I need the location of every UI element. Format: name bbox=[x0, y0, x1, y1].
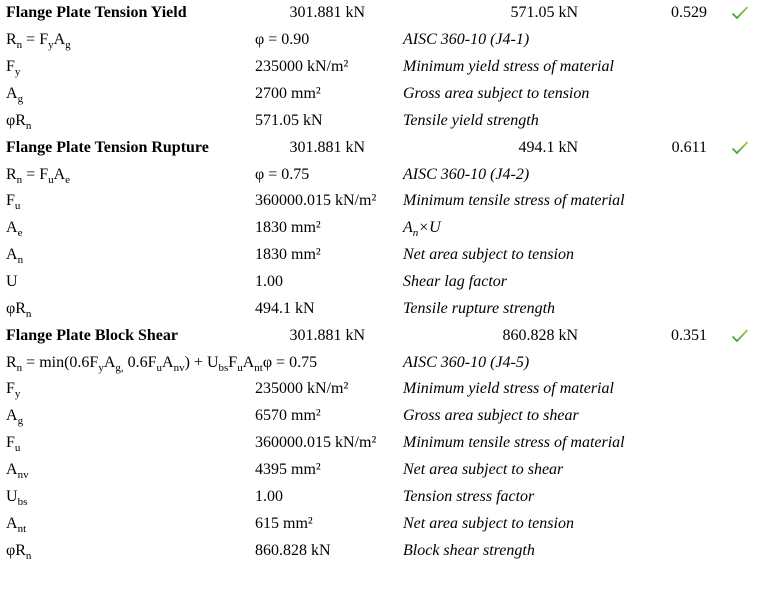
status-cell bbox=[707, 134, 758, 161]
calc-row bbox=[0, 161, 758, 188]
value-cell: φ = 0.90 bbox=[255, 31, 310, 49]
capacity-value: 571.05 kN bbox=[510, 4, 578, 22]
ratio-value: 0.529 bbox=[671, 4, 707, 22]
calc-row bbox=[0, 54, 758, 81]
calc-row bbox=[0, 430, 758, 457]
symbol-cell: $F_y$ bbox=[6, 58, 21, 79]
calc-row bbox=[0, 457, 758, 484]
status-cell bbox=[707, 0, 758, 27]
description-cell: Minimum tensile stress of material bbox=[403, 192, 625, 210]
calc-row bbox=[0, 483, 758, 510]
calc-row bbox=[0, 349, 758, 376]
symbol-cell: $\varphi R_n$ bbox=[6, 541, 32, 562]
value-cell: 235000 kN/m² bbox=[255, 58, 349, 76]
demand-value: 301.881 kN bbox=[289, 4, 365, 22]
section-header-row bbox=[0, 134, 758, 161]
description-cell: AISC 360-10 (J4-1) bbox=[403, 31, 530, 49]
value-cell: 860.828 kN bbox=[255, 541, 331, 559]
calc-row bbox=[0, 107, 758, 134]
value-cell: 360000.015 kN/m² bbox=[255, 192, 377, 210]
value-cell: 615 mm² bbox=[255, 514, 313, 532]
calc-row bbox=[0, 242, 758, 269]
description-cell: Net area subject to tension bbox=[403, 514, 574, 532]
value-cell: 1.00 bbox=[255, 487, 283, 505]
check-icon bbox=[731, 329, 749, 343]
calc-row bbox=[0, 81, 758, 108]
symbol-cell: $R_n = F_uA_e$ bbox=[6, 165, 71, 186]
description-cell: Minimum yield stress of material bbox=[403, 380, 614, 398]
symbol-cell: $F_u$ bbox=[6, 434, 21, 455]
calc-row bbox=[0, 376, 758, 403]
value-cell: φ = 0.75 bbox=[262, 353, 318, 371]
demand-value: 301.881 kN bbox=[289, 138, 365, 156]
value-cell: 1830 mm² bbox=[255, 219, 321, 237]
description-cell: Tensile yield strength bbox=[403, 111, 539, 129]
description-cell: Minimum yield stress of material bbox=[403, 58, 614, 76]
calc-row bbox=[0, 537, 758, 564]
symbol-cell: $\varphi R_n$ bbox=[6, 111, 32, 132]
status-cell bbox=[707, 322, 758, 349]
symbol-cell: $U_{bs}$ bbox=[6, 487, 28, 508]
check-icon bbox=[731, 141, 749, 155]
symbol-cell: $F_u$ bbox=[6, 192, 21, 213]
symbol-cell: $R_n = \min(0.6F_yA_{g,}$ $0.6F_uA_{nv}) + U_{bs}F_uA_{nt}$ bbox=[6, 353, 263, 374]
symbol-cell: $A_{nt}$ bbox=[6, 514, 27, 535]
value-cell: 1830 mm² bbox=[255, 246, 321, 264]
calc-row bbox=[0, 27, 758, 54]
check-icon bbox=[731, 6, 749, 20]
calc-row bbox=[0, 403, 758, 430]
value-cell: 1.00 bbox=[255, 273, 283, 291]
capacity-value: 860.828 kN bbox=[502, 326, 578, 344]
symbol-cell: $R_n = F_yA_g$ bbox=[6, 31, 71, 52]
description-cell: Shear lag factor bbox=[403, 273, 507, 291]
description-cell: $A_n\times U$ bbox=[403, 219, 441, 240]
description-cell: Gross area subject to tension bbox=[403, 85, 590, 102]
symbol-cell: $A_g$ bbox=[6, 407, 24, 428]
description-cell: Tension stress factor bbox=[403, 487, 535, 505]
calc-row bbox=[0, 215, 758, 242]
value-cell: 6570 mm² bbox=[255, 407, 321, 425]
symbol-cell: $F_y$ bbox=[6, 380, 21, 401]
section-title: Flange Plate Tension Rupture bbox=[6, 138, 209, 156]
symbol-cell: $A_g$ bbox=[6, 85, 24, 105]
section-title: Flange Plate Block Shear bbox=[6, 326, 178, 344]
value-cell: 2700 mm² bbox=[255, 85, 321, 102]
description-cell: Minimum tensile stress of material bbox=[403, 434, 625, 452]
description-cell: AISC 360-10 (J4-5) bbox=[403, 353, 530, 371]
section-header-row bbox=[0, 322, 758, 349]
value-cell: 4395 mm² bbox=[255, 461, 321, 479]
symbol-cell: $\varphi R_n$ bbox=[6, 299, 32, 320]
description-cell: Gross area subject to shear bbox=[403, 407, 579, 425]
value-cell: φ = 0.75 bbox=[255, 165, 310, 183]
calc-row bbox=[0, 188, 758, 215]
calc-row bbox=[0, 269, 758, 296]
symbol-cell: $A_{nv}$ bbox=[6, 461, 29, 482]
symbol-cell: $A_e$ bbox=[6, 219, 23, 240]
calc-row bbox=[0, 510, 758, 537]
description-cell: Net area subject to shear bbox=[403, 461, 564, 479]
demand-value: 301.881 kN bbox=[289, 326, 365, 344]
description-cell: Net area subject to tension bbox=[403, 246, 574, 264]
capacity-value: 494.1 kN bbox=[518, 138, 578, 156]
symbol-cell: U bbox=[6, 273, 18, 291]
value-cell: 571.05 kN bbox=[255, 111, 323, 129]
value-cell: 494.1 kN bbox=[255, 299, 315, 317]
description-cell: AISC 360-10 (J4-2) bbox=[403, 165, 530, 183]
description-cell: Tensile rupture strength bbox=[403, 299, 556, 317]
value-cell: 235000 kN/m² bbox=[255, 380, 349, 398]
description-cell: Block shear strength bbox=[403, 541, 535, 559]
section-header-row bbox=[0, 0, 758, 27]
ratio-value: 0.611 bbox=[671, 138, 707, 156]
section-title: Flange Plate Tension Yield bbox=[6, 4, 187, 22]
calc-row bbox=[0, 295, 758, 322]
value-cell: 360000.015 kN/m² bbox=[255, 434, 377, 452]
ratio-value: 0.351 bbox=[671, 326, 707, 344]
symbol-cell: $A_n$ bbox=[6, 246, 24, 267]
